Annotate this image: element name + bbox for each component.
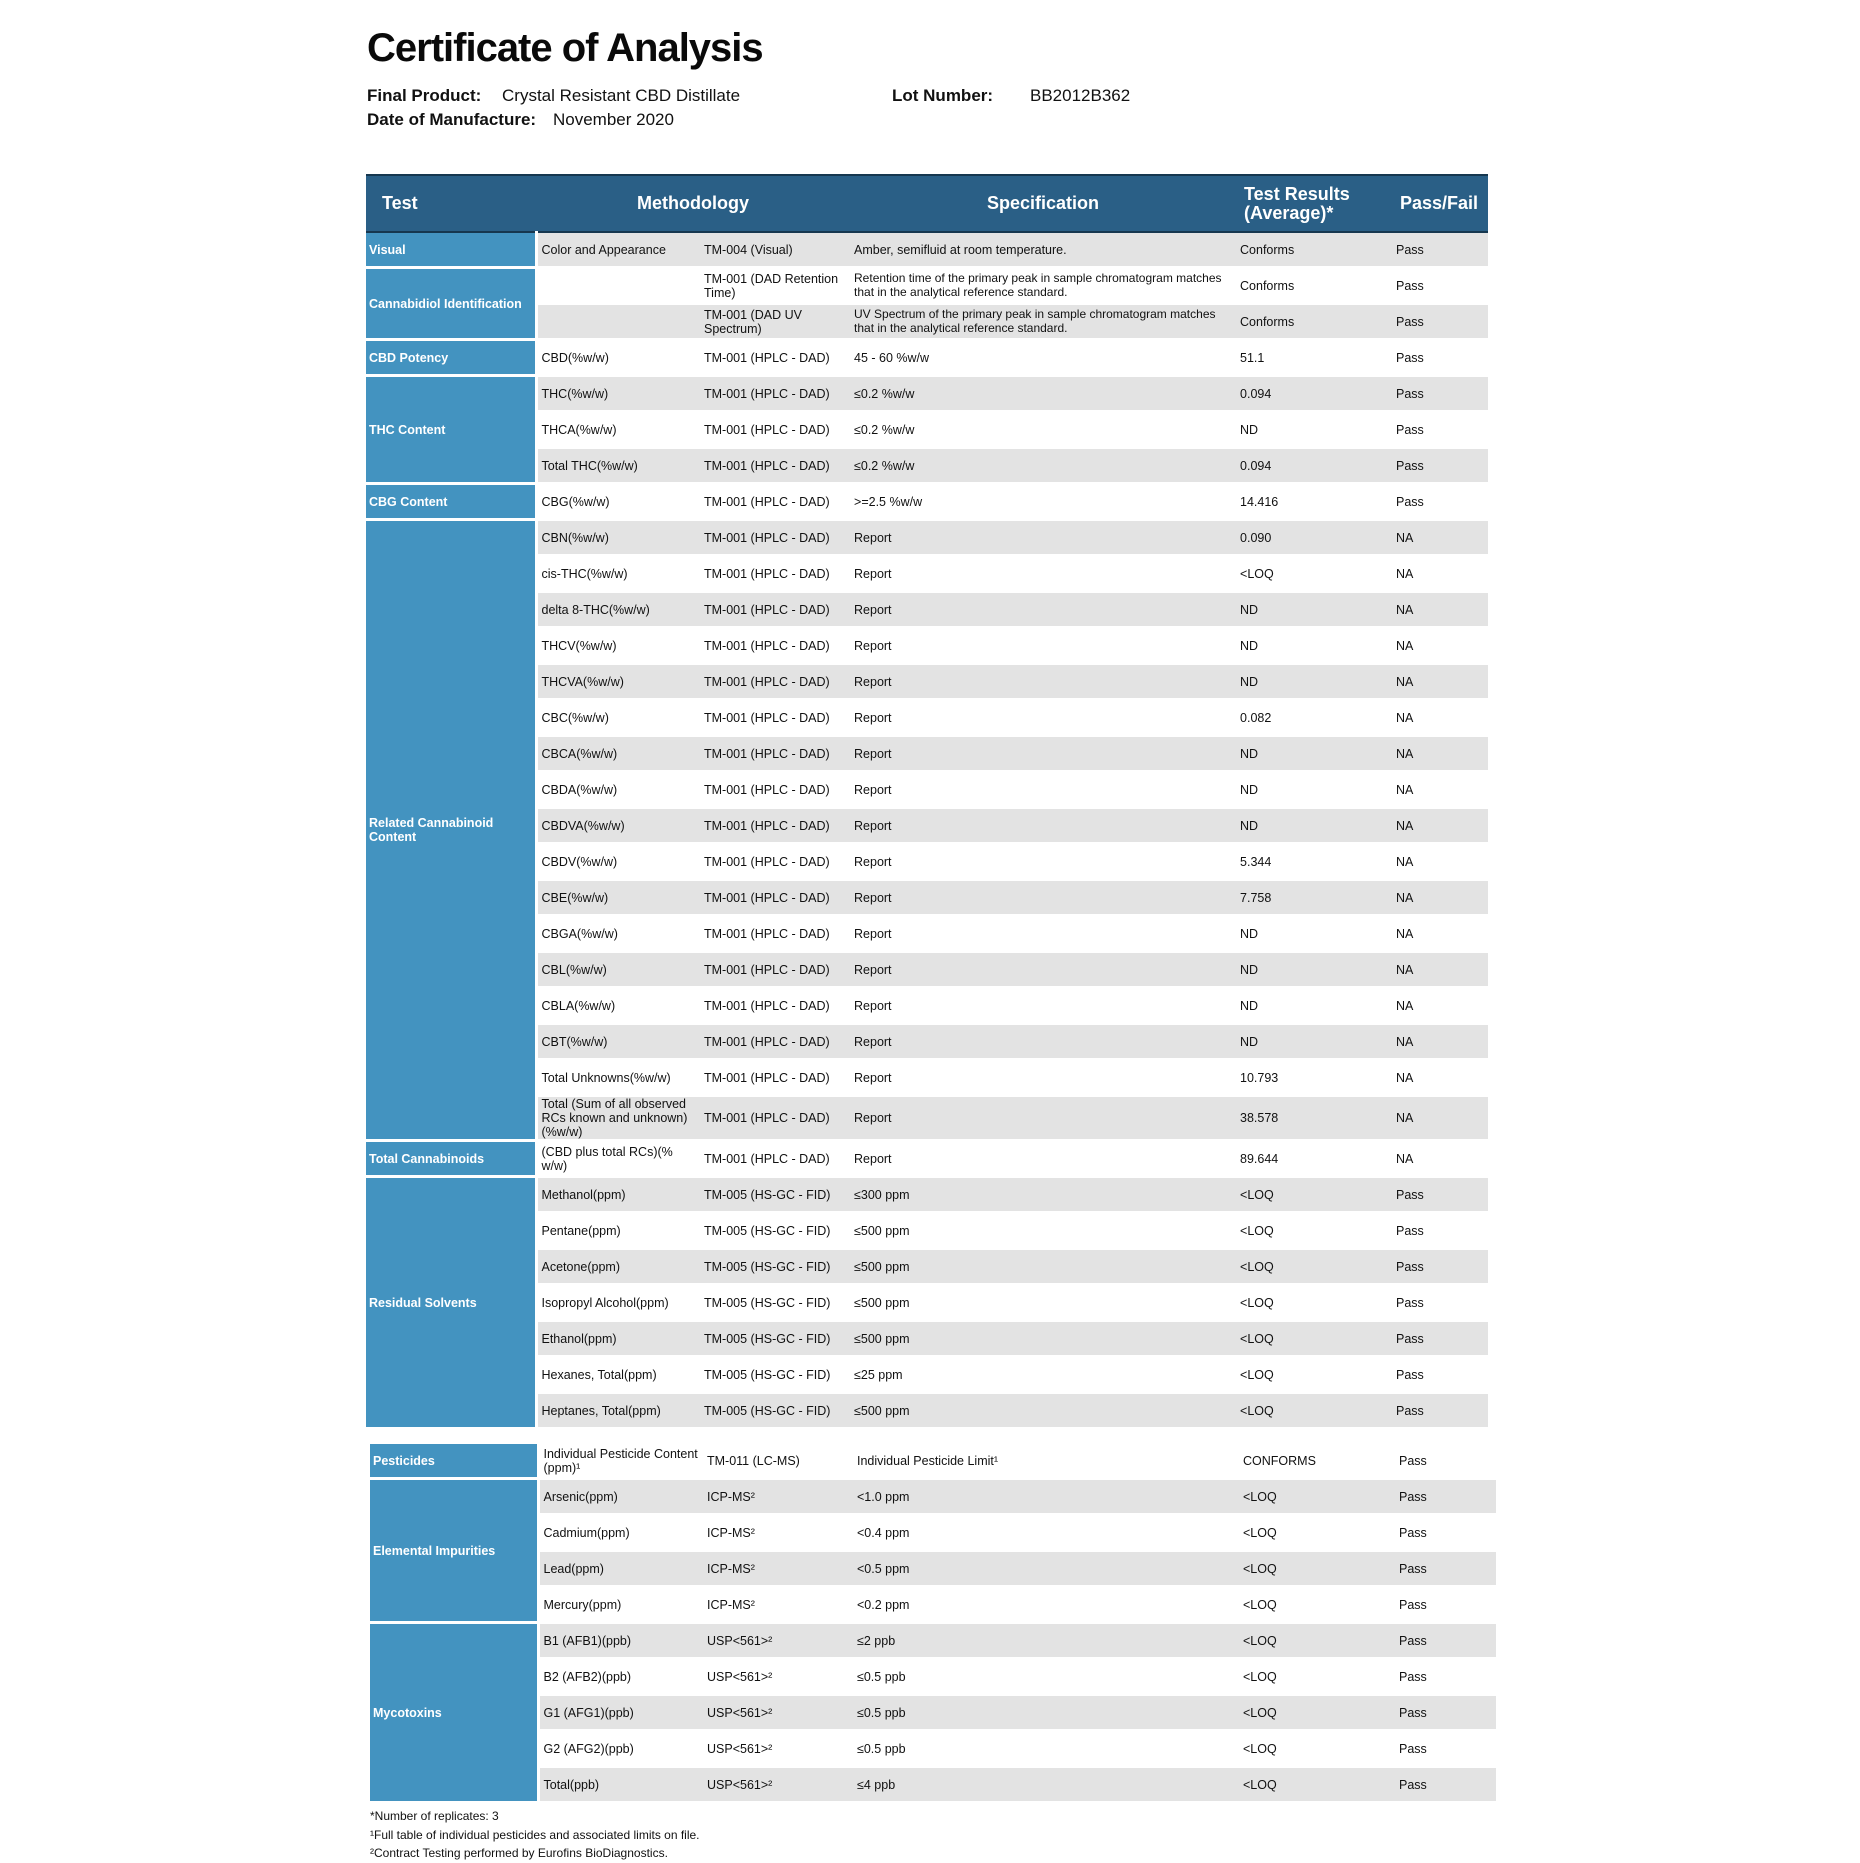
result-cell: <LOQ <box>1236 1357 1392 1393</box>
spec-cell: Report <box>850 556 1236 592</box>
footnote-pesticides: ¹Full table of individual pesticides and associated limits on file. <box>370 1827 700 1842</box>
header-specification: Specification <box>850 175 1236 232</box>
table-row <box>366 340 1488 376</box>
spec-cell: Report <box>850 988 1236 1024</box>
method-cell: TM-001 (HPLC - DAD) <box>700 664 850 700</box>
table-row <box>366 1177 1488 1213</box>
analyte-cell: Total(ppb) <box>538 1767 703 1803</box>
analyte-cell: B1 (AFB1)(ppb) <box>538 1623 703 1659</box>
analyte-cell: CBL(%w/w) <box>536 952 700 988</box>
analyte-cell: CBG(%w/w) <box>536 484 700 520</box>
spec-cell: Report <box>850 592 1236 628</box>
result-cell: <LOQ <box>1239 1659 1395 1695</box>
result-cell: ND <box>1236 628 1392 664</box>
analyte-cell: Hexanes, Total(ppm) <box>536 1357 700 1393</box>
spec-cell: >=2.5 %w/w <box>850 484 1236 520</box>
analyte-cell: Lead(ppm) <box>538 1551 703 1587</box>
method-cell: TM-005 (HS-GC - FID) <box>700 1321 850 1357</box>
pass-fail-cell: NA <box>1392 1024 1488 1060</box>
pass-fail-cell: NA <box>1392 772 1488 808</box>
pass-fail-cell: NA <box>1392 664 1488 700</box>
category-cbd-potency: CBD Potency <box>366 340 536 376</box>
date-of-manufacture-label: Date of Manufacture: <box>367 110 537 129</box>
header-methodology: Methodology <box>536 175 850 232</box>
method-cell: TM-001 (HPLC - DAD) <box>700 1024 850 1060</box>
header-pass-fail: Pass/Fail <box>1392 175 1488 232</box>
result-cell: <LOQ <box>1236 1285 1392 1321</box>
analyte-cell: cis-THC(%w/w) <box>536 556 700 592</box>
spec-cell: Report <box>850 772 1236 808</box>
result-cell: 38.578 <box>1236 1096 1392 1141</box>
spec-cell: Report <box>850 808 1236 844</box>
spec-cell: ≤300 ppm <box>850 1177 1236 1213</box>
analyte-cell: THC(%w/w) <box>536 376 700 412</box>
pass-fail-cell: NA <box>1392 592 1488 628</box>
pass-fail-cell: Pass <box>1392 412 1488 448</box>
analyte-cell: G1 (AFG1)(ppb) <box>538 1695 703 1731</box>
pass-fail-cell: NA <box>1392 844 1488 880</box>
method-cell: TM-001 (HPLC - DAD) <box>700 988 850 1024</box>
table-row <box>370 1623 1496 1659</box>
category-mycotoxins: Mycotoxins <box>370 1623 538 1803</box>
result-cell: 0.090 <box>1236 520 1392 556</box>
analyte-cell: Acetone(ppm) <box>536 1249 700 1285</box>
method-cell: ICP-MS² <box>703 1587 853 1623</box>
table-row <box>370 1479 1496 1515</box>
spec-cell: Report <box>850 916 1236 952</box>
date-of-manufacture-value: November 2020 <box>553 110 674 129</box>
analyte-cell: CBE(%w/w) <box>536 880 700 916</box>
pass-fail-cell: NA <box>1392 988 1488 1024</box>
method-cell: TM-001 (DAD UV Spectrum) <box>700 304 850 340</box>
analyte-cell: CBDVA(%w/w) <box>536 808 700 844</box>
pass-fail-cell: NA <box>1392 736 1488 772</box>
result-cell: <LOQ <box>1239 1623 1395 1659</box>
spec-cell: ≤0.2 %w/w <box>850 448 1236 484</box>
method-cell: TM-001 (HPLC - DAD) <box>700 736 850 772</box>
analyte-cell: Mercury(ppm) <box>538 1587 703 1623</box>
spec-cell: ≤0.5 ppb <box>853 1695 1239 1731</box>
analyte-cell: CBT(%w/w) <box>536 1024 700 1060</box>
result-cell: ND <box>1236 664 1392 700</box>
pass-fail-cell: Pass <box>1395 1515 1496 1551</box>
spec-cell: Report <box>850 628 1236 664</box>
analyte-cell: B2 (AFB2)(ppb) <box>538 1659 703 1695</box>
method-cell: TM-001 (HPLC - DAD) <box>700 592 850 628</box>
table-row <box>366 484 1488 520</box>
method-cell: ICP-MS² <box>703 1551 853 1587</box>
result-cell: <LOQ <box>1239 1767 1395 1803</box>
result-cell: ND <box>1236 916 1392 952</box>
spec-cell: Report <box>850 736 1236 772</box>
method-cell: ICP-MS² <box>703 1479 853 1515</box>
analyte-cell: THCV(%w/w) <box>536 628 700 664</box>
analyte-cell: Total THC(%w/w) <box>536 448 700 484</box>
analyte-cell <box>536 304 700 340</box>
method-cell: TM-001 (HPLC - DAD) <box>700 520 850 556</box>
spec-cell: Report <box>850 664 1236 700</box>
analyte-cell: Individual Pesticide Content (ppm)¹ <box>538 1444 703 1479</box>
method-cell: TM-005 (HS-GC - FID) <box>700 1177 850 1213</box>
spec-cell: ≤500 ppm <box>850 1213 1236 1249</box>
method-cell: TM-001 (HPLC - DAD) <box>700 808 850 844</box>
spec-cell: <0.2 ppm <box>853 1587 1239 1623</box>
analyte-cell: Arsenic(ppm) <box>538 1479 703 1515</box>
result-cell: <LOQ <box>1236 556 1392 592</box>
category-thc-content: THC Content <box>366 376 536 484</box>
pass-fail-cell: Pass <box>1395 1731 1496 1767</box>
pass-fail-cell: Pass <box>1392 1321 1488 1357</box>
spec-cell: ≤500 ppm <box>850 1321 1236 1357</box>
analyte-cell: Color and Appearance <box>536 232 700 268</box>
spec-cell: Report <box>850 700 1236 736</box>
table-row <box>366 268 1488 304</box>
result-cell: 51.1 <box>1236 340 1392 376</box>
category-residual-solvents: Residual Solvents <box>366 1177 536 1429</box>
document-title: Certificate of Analysis <box>367 26 763 70</box>
spec-cell: <1.0 ppm <box>853 1479 1239 1515</box>
table-row <box>370 1659 1496 1695</box>
result-cell: <LOQ <box>1239 1515 1395 1551</box>
spec-cell: ≤0.2 %w/w <box>850 412 1236 448</box>
analyte-cell <box>536 268 700 304</box>
spec-cell: Individual Pesticide Limit¹ <box>853 1444 1239 1479</box>
result-cell: ND <box>1236 772 1392 808</box>
pass-fail-cell: Pass <box>1395 1767 1496 1803</box>
analyte-cell: Total (Sum of all observed RCs known and unknown)(%w/w) <box>536 1096 700 1141</box>
pass-fail-cell: NA <box>1392 808 1488 844</box>
table-row <box>370 1767 1496 1803</box>
spec-cell: 45 - 60 %w/w <box>850 340 1236 376</box>
pass-fail-cell: Pass <box>1392 1213 1488 1249</box>
analyte-cell: CBLA(%w/w) <box>536 988 700 1024</box>
spec-cell: Report <box>850 1096 1236 1141</box>
pass-fail-cell: NA <box>1392 916 1488 952</box>
method-cell: USP<561>² <box>703 1767 853 1803</box>
result-cell: ND <box>1236 736 1392 772</box>
result-cell: 5.344 <box>1236 844 1392 880</box>
category-elemental: Elemental Impurities <box>370 1479 538 1623</box>
method-cell: ICP-MS² <box>703 1515 853 1551</box>
method-cell: TM-005 (HS-GC - FID) <box>700 1213 850 1249</box>
result-cell: <LOQ <box>1239 1551 1395 1587</box>
analyte-cell: CBC(%w/w) <box>536 700 700 736</box>
method-cell: TM-001 (HPLC - DAD) <box>700 700 850 736</box>
spec-cell: Report <box>850 1060 1236 1096</box>
table-row <box>370 1515 1496 1551</box>
pass-fail-cell: NA <box>1392 628 1488 664</box>
method-cell: TM-005 (HS-GC - FID) <box>700 1357 850 1393</box>
result-cell: 10.793 <box>1236 1060 1392 1096</box>
analyte-cell: Ethanol(ppm) <box>536 1321 700 1357</box>
table-row <box>366 232 1488 268</box>
spec-cell: ≤0.5 ppb <box>853 1731 1239 1767</box>
pass-fail-cell: Pass <box>1392 484 1488 520</box>
result-cell: 7.758 <box>1236 880 1392 916</box>
pass-fail-cell: Pass <box>1395 1444 1496 1479</box>
analyte-cell: CBDA(%w/w) <box>536 772 700 808</box>
footnote-replicates: *Number of replicates: 3 <box>370 1809 499 1823</box>
table-row <box>366 1141 1488 1177</box>
analyte-cell: Total Unknowns(%w/w) <box>536 1060 700 1096</box>
result-cell: ND <box>1236 412 1392 448</box>
result-cell: ND <box>1236 808 1392 844</box>
pass-fail-cell: Pass <box>1392 448 1488 484</box>
pass-fail-cell: Pass <box>1395 1659 1496 1695</box>
pass-fail-cell: Pass <box>1392 1357 1488 1393</box>
result-cell: 0.094 <box>1236 376 1392 412</box>
category-related: Related Cannabinoid Content <box>366 520 536 1141</box>
result-cell: 14.416 <box>1236 484 1392 520</box>
result-cell: 0.094 <box>1236 448 1392 484</box>
lot-number-value: BB2012B362 <box>1030 86 1131 105</box>
result-cell: <LOQ <box>1239 1695 1395 1731</box>
lot-number-label: Lot Number: <box>892 86 994 105</box>
result-cell: Conforms <box>1236 304 1392 340</box>
spec-cell: Report <box>850 520 1236 556</box>
result-cell: 0.082 <box>1236 700 1392 736</box>
table-row <box>370 1731 1496 1767</box>
footnotes <box>370 1807 700 1863</box>
pass-fail-cell: Pass <box>1395 1587 1496 1623</box>
method-cell: USP<561>² <box>703 1695 853 1731</box>
analyte-cell: Methanol(ppm) <box>536 1177 700 1213</box>
pass-fail-cell: NA <box>1392 556 1488 592</box>
method-cell: TM-001 (HPLC - DAD) <box>700 1096 850 1141</box>
pass-fail-cell: Pass <box>1392 340 1488 376</box>
result-cell: <LOQ <box>1239 1479 1395 1515</box>
spec-cell: Report <box>850 1024 1236 1060</box>
method-cell: TM-001 (HPLC - DAD) <box>700 376 850 412</box>
method-cell: USP<561>² <box>703 1623 853 1659</box>
spec-cell: Report <box>850 952 1236 988</box>
method-cell: TM-011 (LC-MS) <box>703 1444 853 1479</box>
category-total-cannabinoids: Total Cannabinoids <box>366 1141 536 1177</box>
result-cell: <LOQ <box>1236 1177 1392 1213</box>
spec-cell: Retention time of the primary peak in sample chromatogram matches that in the analytical reference standard. <box>850 268 1236 304</box>
pass-fail-cell: NA <box>1392 520 1488 556</box>
pass-fail-cell: Pass <box>1392 268 1488 304</box>
analyte-cell: Cadmium(ppm) <box>538 1515 703 1551</box>
result-cell: 89.644 <box>1236 1141 1392 1177</box>
spec-cell: ≤500 ppm <box>850 1249 1236 1285</box>
result-cell: <LOQ <box>1236 1249 1392 1285</box>
pass-fail-cell: Pass <box>1392 304 1488 340</box>
spec-cell: ≤25 ppm <box>850 1357 1236 1393</box>
spec-cell: <0.5 ppm <box>853 1551 1239 1587</box>
spec-cell: Report <box>850 844 1236 880</box>
spec-cell: UV Spectrum of the primary peak in sample chromatogram matches that in the analytical reference standard. <box>850 304 1236 340</box>
method-cell: TM-001 (HPLC - DAD) <box>700 880 850 916</box>
table-row <box>370 1444 1496 1479</box>
analysis-table-continued <box>370 1444 1496 1804</box>
table-row <box>366 520 1488 556</box>
result-cell: <LOQ <box>1236 1321 1392 1357</box>
spec-cell: Report <box>850 880 1236 916</box>
method-cell: TM-001 (HPLC - DAD) <box>700 340 850 376</box>
analyte-cell: delta 8-THC(%w/w) <box>536 592 700 628</box>
pass-fail-cell: Pass <box>1392 1285 1488 1321</box>
result-cell: Conforms <box>1236 232 1392 268</box>
result-cell: ND <box>1236 592 1392 628</box>
analyte-cell: CBGA(%w/w) <box>536 916 700 952</box>
pass-fail-cell: NA <box>1392 700 1488 736</box>
pass-fail-cell: Pass <box>1392 1177 1488 1213</box>
spec-cell: ≤500 ppm <box>850 1285 1236 1321</box>
analysis-table <box>366 174 1488 1430</box>
analyte-cell: CBD(%w/w) <box>536 340 700 376</box>
table-row <box>370 1695 1496 1731</box>
analyte-cell: G2 (AFG2)(ppb) <box>538 1731 703 1767</box>
analyte-cell: THCVA(%w/w) <box>536 664 700 700</box>
result-cell: <LOQ <box>1239 1587 1395 1623</box>
spec-cell: Report <box>850 1141 1236 1177</box>
pass-fail-cell: Pass <box>1392 1249 1488 1285</box>
pass-fail-cell: NA <box>1392 1141 1488 1177</box>
method-cell: USP<561>² <box>703 1731 853 1767</box>
method-cell: TM-005 (HS-GC - FID) <box>700 1393 850 1429</box>
spec-cell: Amber, semifluid at room temperature. <box>850 232 1236 268</box>
method-cell: TM-001 (HPLC - DAD) <box>700 484 850 520</box>
table-row <box>370 1587 1496 1623</box>
method-cell: TM-005 (HS-GC - FID) <box>700 1249 850 1285</box>
method-cell: TM-001 (HPLC - DAD) <box>700 772 850 808</box>
category-visual: Visual <box>366 232 536 268</box>
category-cbd-identification: Cannabidiol Identification <box>366 268 536 340</box>
final-product-label: Final Product: <box>367 86 482 105</box>
pass-fail-cell: Pass <box>1395 1551 1496 1587</box>
result-cell: ND <box>1236 988 1392 1024</box>
method-cell: TM-001 (HPLC - DAD) <box>700 1060 850 1096</box>
spec-cell: ≤4 ppb <box>853 1767 1239 1803</box>
result-cell: Conforms <box>1236 268 1392 304</box>
spec-cell: ≤0.5 ppb <box>853 1659 1239 1695</box>
pass-fail-cell: Pass <box>1392 1393 1488 1429</box>
result-cell: <LOQ <box>1239 1731 1395 1767</box>
analyte-cell: THCA(%w/w) <box>536 412 700 448</box>
pass-fail-cell: NA <box>1392 880 1488 916</box>
final-product-value: Crystal Resistant CBD Distillate <box>502 86 741 105</box>
spec-cell: ≤2 ppb <box>853 1623 1239 1659</box>
method-cell: TM-001 (HPLC - DAD) <box>700 556 850 592</box>
category-cbg-content: CBG Content <box>366 484 536 520</box>
pass-fail-cell: Pass <box>1395 1695 1496 1731</box>
method-cell: TM-001 (HPLC - DAD) <box>700 1141 850 1177</box>
result-cell: <LOQ <box>1236 1213 1392 1249</box>
table-row <box>370 1551 1496 1587</box>
method-cell: TM-001 (HPLC - DAD) <box>700 916 850 952</box>
analyte-cell: CBDV(%w/w) <box>536 844 700 880</box>
pass-fail-cell: NA <box>1392 1060 1488 1096</box>
analyte-cell: CBN(%w/w) <box>536 520 700 556</box>
pass-fail-cell: NA <box>1392 1096 1488 1141</box>
pass-fail-cell: Pass <box>1392 232 1488 268</box>
spec-cell: <0.4 ppm <box>853 1515 1239 1551</box>
analyte-cell: Heptanes, Total(ppm) <box>536 1393 700 1429</box>
analyte-cell: Pentane(ppm) <box>536 1213 700 1249</box>
result-cell: ND <box>1236 1024 1392 1060</box>
spec-cell: ≤0.2 %w/w <box>850 376 1236 412</box>
footnote-contract-testing: ²Contract Testing performed by Eurofins BioDiagnostics. <box>370 1846 668 1860</box>
pass-fail-cell: Pass <box>1395 1623 1496 1659</box>
category-pesticides: Pesticides <box>370 1444 538 1479</box>
pass-fail-cell: Pass <box>1395 1479 1496 1515</box>
method-cell: TM-001 (HPLC - DAD) <box>700 952 850 988</box>
method-cell: TM-001 (HPLC - DAD) <box>700 844 850 880</box>
header-test: Test <box>366 175 536 232</box>
analyte-cell: (CBD plus total RCs)(% w/w) <box>536 1141 700 1177</box>
method-cell: TM-004 (Visual) <box>700 232 850 268</box>
spec-cell: ≤500 ppm <box>850 1393 1236 1429</box>
analyte-cell: CBCA(%w/w) <box>536 736 700 772</box>
table-row <box>366 376 1488 412</box>
method-cell: USP<561>² <box>703 1659 853 1695</box>
result-cell: <LOQ <box>1236 1393 1392 1429</box>
method-cell: TM-001 (DAD Retention Time) <box>700 268 850 304</box>
method-cell: TM-001 (HPLC - DAD) <box>700 628 850 664</box>
method-cell: TM-001 (HPLC - DAD) <box>700 412 850 448</box>
result-cell: ND <box>1236 952 1392 988</box>
method-cell: TM-005 (HS-GC - FID) <box>700 1285 850 1321</box>
pass-fail-cell: Pass <box>1392 376 1488 412</box>
table-header-row <box>366 175 1488 232</box>
header-test-results: Test Results (Average)* <box>1236 175 1392 232</box>
analyte-cell: Isopropyl Alcohol(ppm) <box>536 1285 700 1321</box>
result-cell: CONFORMS <box>1239 1444 1395 1479</box>
method-cell: TM-001 (HPLC - DAD) <box>700 448 850 484</box>
pass-fail-cell: NA <box>1392 952 1488 988</box>
